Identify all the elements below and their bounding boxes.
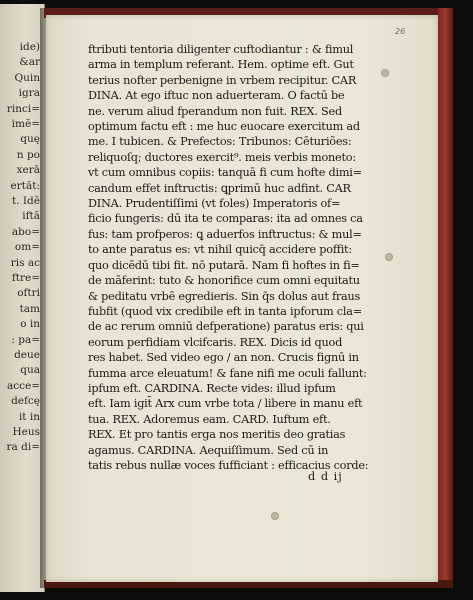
left-page-fragment: Quin	[14, 71, 40, 84]
text-line: eft. Iam igit̄ Arx cum vrbe tota / libere in manu eft	[88, 397, 363, 411]
left-page-fragment: rinci=	[6, 102, 40, 115]
text-line: to ante paratus es: vt nihil quicq̄ accidere poffit:	[88, 243, 352, 257]
left-page-fragment: ftre=	[11, 272, 40, 284]
left-page-fragment: ra di=	[6, 441, 40, 454]
left-page-fragment: Heus	[12, 426, 40, 438]
text-line: tatis rebus nullæ voces fufficiant : efficacius corde:	[88, 458, 369, 472]
left-page-fragment: ris ac	[10, 256, 40, 269]
text-line: ne. verum aliud fperandum non fuit. REX. Sed	[88, 104, 342, 118]
text-line: DINA. Prudentiſſimi (vt foles) Imperatoris of=	[88, 197, 341, 211]
left-page-fragment: igra	[18, 87, 40, 100]
left-page-fragment: imĕ=	[11, 118, 40, 130]
text-line: tua. REX. Adoremus eam. CARD. Iuftum eft.	[88, 412, 331, 426]
page-text	[88, 42, 418, 473]
left-page-fragment: t. Idĕ	[12, 195, 40, 207]
left-page-fragment: qua	[20, 364, 40, 377]
text-line: de ac rerum omniū defperatione) paratus eris: qui	[88, 320, 364, 334]
left-page-fragment: acce=	[6, 379, 40, 392]
left-page-fragment: &ar	[19, 56, 40, 69]
paper-blemish	[271, 512, 279, 520]
left-page-fragment: ide)	[19, 41, 40, 53]
text-line: fumma arce eleuatum! & fane nifi me oculi fallunt:	[88, 366, 367, 380]
text-line: optimum factu eft : me huc euocare exercitum ad	[88, 120, 360, 134]
left-page-fragment: it in	[18, 410, 40, 423]
text-line: ftributi tentoria diligenter cuftodiantur : & fimul	[88, 43, 354, 56]
text-line: arma in templum referant. Hem. optime eft. Gut	[88, 58, 354, 72]
text-line: ficio fungeris: dū ita te comparas: ita ad omnes ca	[88, 212, 363, 226]
left-page-fragment: deue	[14, 349, 40, 361]
left-page-fragment: : pa=	[11, 333, 40, 346]
text-line: agamus. CARDINA. Aequiſſimum. Sed cū in	[88, 443, 329, 457]
text-line: ipfum eft. CARDINA. Recte vides: illud ipfum	[88, 381, 336, 395]
left-page-fragment: oftri	[17, 287, 40, 300]
text-line: vt cum omnibus copiis: tanquā fi cum hofte dimi=	[88, 166, 362, 180]
left-page-fragment: iftă	[22, 210, 40, 223]
text-line: de māferint: tuto & honorifice cum omni equitatu	[88, 274, 360, 288]
left-page-fragment: o in	[20, 318, 40, 331]
left-page-fragment: defcę	[11, 395, 40, 408]
text-line: fus: tam profperos: ꝗ aduerfos inftructus: & mul=	[88, 227, 362, 241]
left-page-fragment: ertăt:	[10, 179, 40, 192]
folio-number: 26	[395, 27, 406, 36]
left-facing-page	[0, 4, 45, 592]
left-page-fragment: quę	[20, 133, 40, 146]
left-page-fragment: tam	[19, 302, 40, 315]
left-page-fragment: xerā	[16, 164, 40, 177]
text-line: eorum perfidiam vlcifcaris. REX. Dicis id quod	[88, 335, 343, 349]
left-page-fragment: abo=	[11, 225, 40, 238]
text-line: reliquoſq; ductores exercit⁹. meis verbis moneto:	[88, 150, 356, 164]
cover-edge-right	[438, 8, 453, 586]
text-line: fubfit (quod vix credibile eft in tanta ipforum cla=	[88, 304, 362, 318]
text-line: candum effet inftructis: ꝗprimū huc adfint. CAR	[88, 181, 351, 195]
text-line: res habet. Sed video ego / an non. Crucis fignū in	[88, 351, 359, 365]
text-line: DINA. At ego iftuc non aduerteram. O factū be	[88, 89, 345, 103]
text-line: REX. Et pro tantis erga nos meritis deo gratias	[88, 428, 346, 442]
left-page-fragment: n po	[16, 148, 40, 161]
text-line: me. I tubicen. & Prefectos: Tribunos: Cēturiões:	[88, 135, 352, 149]
text-line: & peditatu vrbē egredieris. Sin q̄s dolus aut fraus	[88, 289, 361, 303]
signature-mark: d d ij	[308, 470, 343, 483]
text-line: terius nofter perbenigne in vrbem recipitur. CAR	[88, 73, 357, 87]
text-line: quo dicēdū tibi fit. nō putarā. Nam fi hoftes in fi=	[88, 258, 360, 272]
left-page-fragment: om=	[14, 241, 40, 254]
